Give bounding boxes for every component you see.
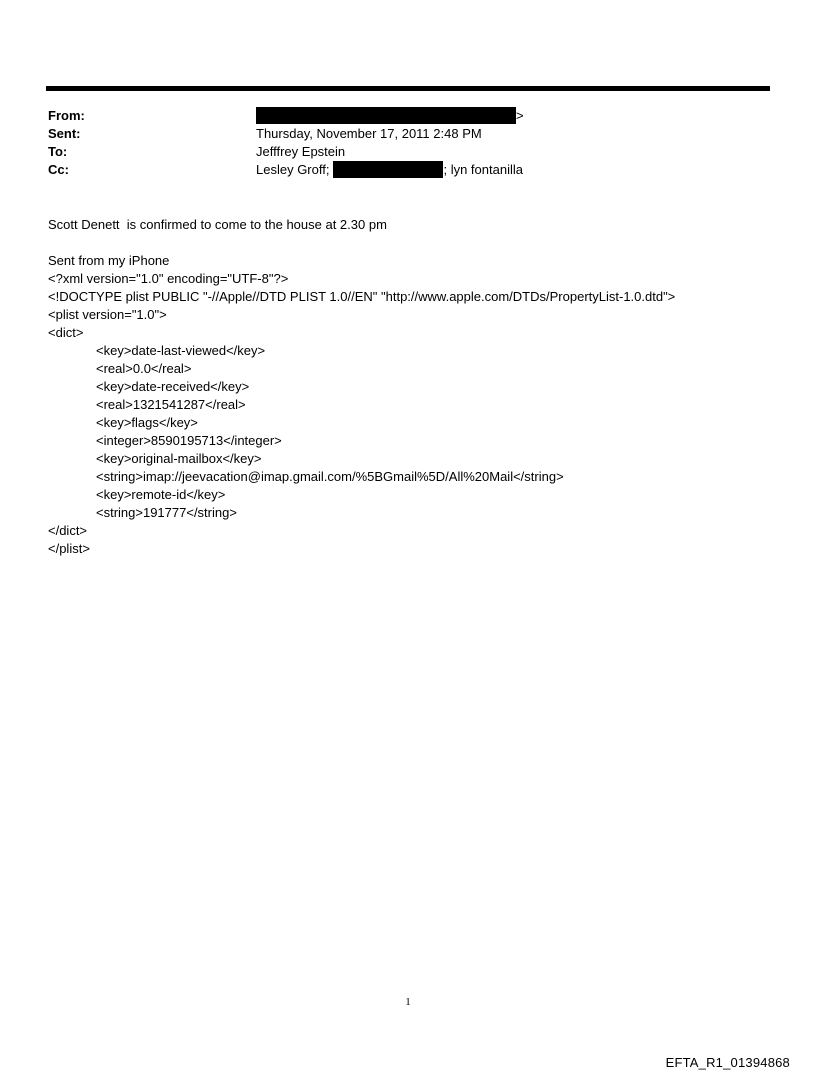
email-body [48, 216, 770, 558]
page-number: 1 [405, 996, 411, 1008]
cc-value [256, 161, 523, 179]
plist-dict-line: <key>remote-id</key> [96, 487, 226, 502]
signature-text: Sent from my iPhone [48, 253, 170, 268]
plist-line: <!DOCTYPE plist PUBLIC "-//Apple//DTD PLIST 1.0//EN" "http://www.apple.com/DTDs/PropertyList-1.0.dtd"> [48, 289, 676, 304]
cc-label: Cc: [48, 162, 69, 177]
plist-line: <?xml version="1.0" encoding="UTF-8"?> [48, 271, 289, 286]
document-id: EFTA_R1_01394868 [665, 1055, 790, 1070]
plist-dict-line: <key>date-last-viewed</key> [96, 343, 266, 358]
plist-line: <plist version="1.0"> [48, 307, 167, 322]
cc-value-suffix: ; lyn fontanilla [443, 162, 523, 177]
message-text: Scott Denett is confirmed to come to the house at 2.30 pm [48, 217, 387, 232]
plist-line: <dict> [48, 325, 84, 340]
cc-row [48, 161, 770, 179]
from-label: From: [48, 108, 85, 123]
from-row [48, 107, 770, 125]
sent-value: Thursday, November 17, 2011 2:48 PM [256, 126, 482, 141]
sent-row [48, 125, 770, 143]
sent-label: Sent: [48, 126, 81, 141]
plist-closing-line: </dict> [48, 523, 88, 538]
to-value: Jefffrey Epstein [256, 144, 346, 159]
plist-dict-line: <key>original-mailbox</key> [96, 451, 262, 466]
plist-dict-line: <integer>8590195713</integer> [96, 433, 282, 448]
plist-dict-line: <key>flags</key> [96, 415, 198, 430]
plist-dict-line: <key>date-received</key> [96, 379, 250, 394]
email-header [48, 107, 770, 179]
from-value [256, 107, 524, 125]
to-row [48, 143, 770, 161]
plist-dict-line: <real>1321541287</real> [96, 397, 246, 412]
redaction-block [256, 107, 516, 124]
header-rule [46, 86, 770, 91]
to-label: To: [48, 144, 68, 159]
plist-closing-line: </plist> [48, 541, 90, 556]
spacer [48, 234, 770, 252]
plist-dict-line: <real>0.0</real> [96, 361, 192, 376]
from-value-suffix: > [516, 108, 524, 123]
redaction-block [333, 161, 443, 178]
plist-dict-line: <string>imap://jeevacation@imap.gmail.com/%5BGmail%5D/All%20Mail</string> [96, 469, 564, 484]
cc-value-prefix: Lesley Groff; [256, 162, 330, 177]
plist-dict-line: <string>191777</string> [96, 505, 237, 520]
